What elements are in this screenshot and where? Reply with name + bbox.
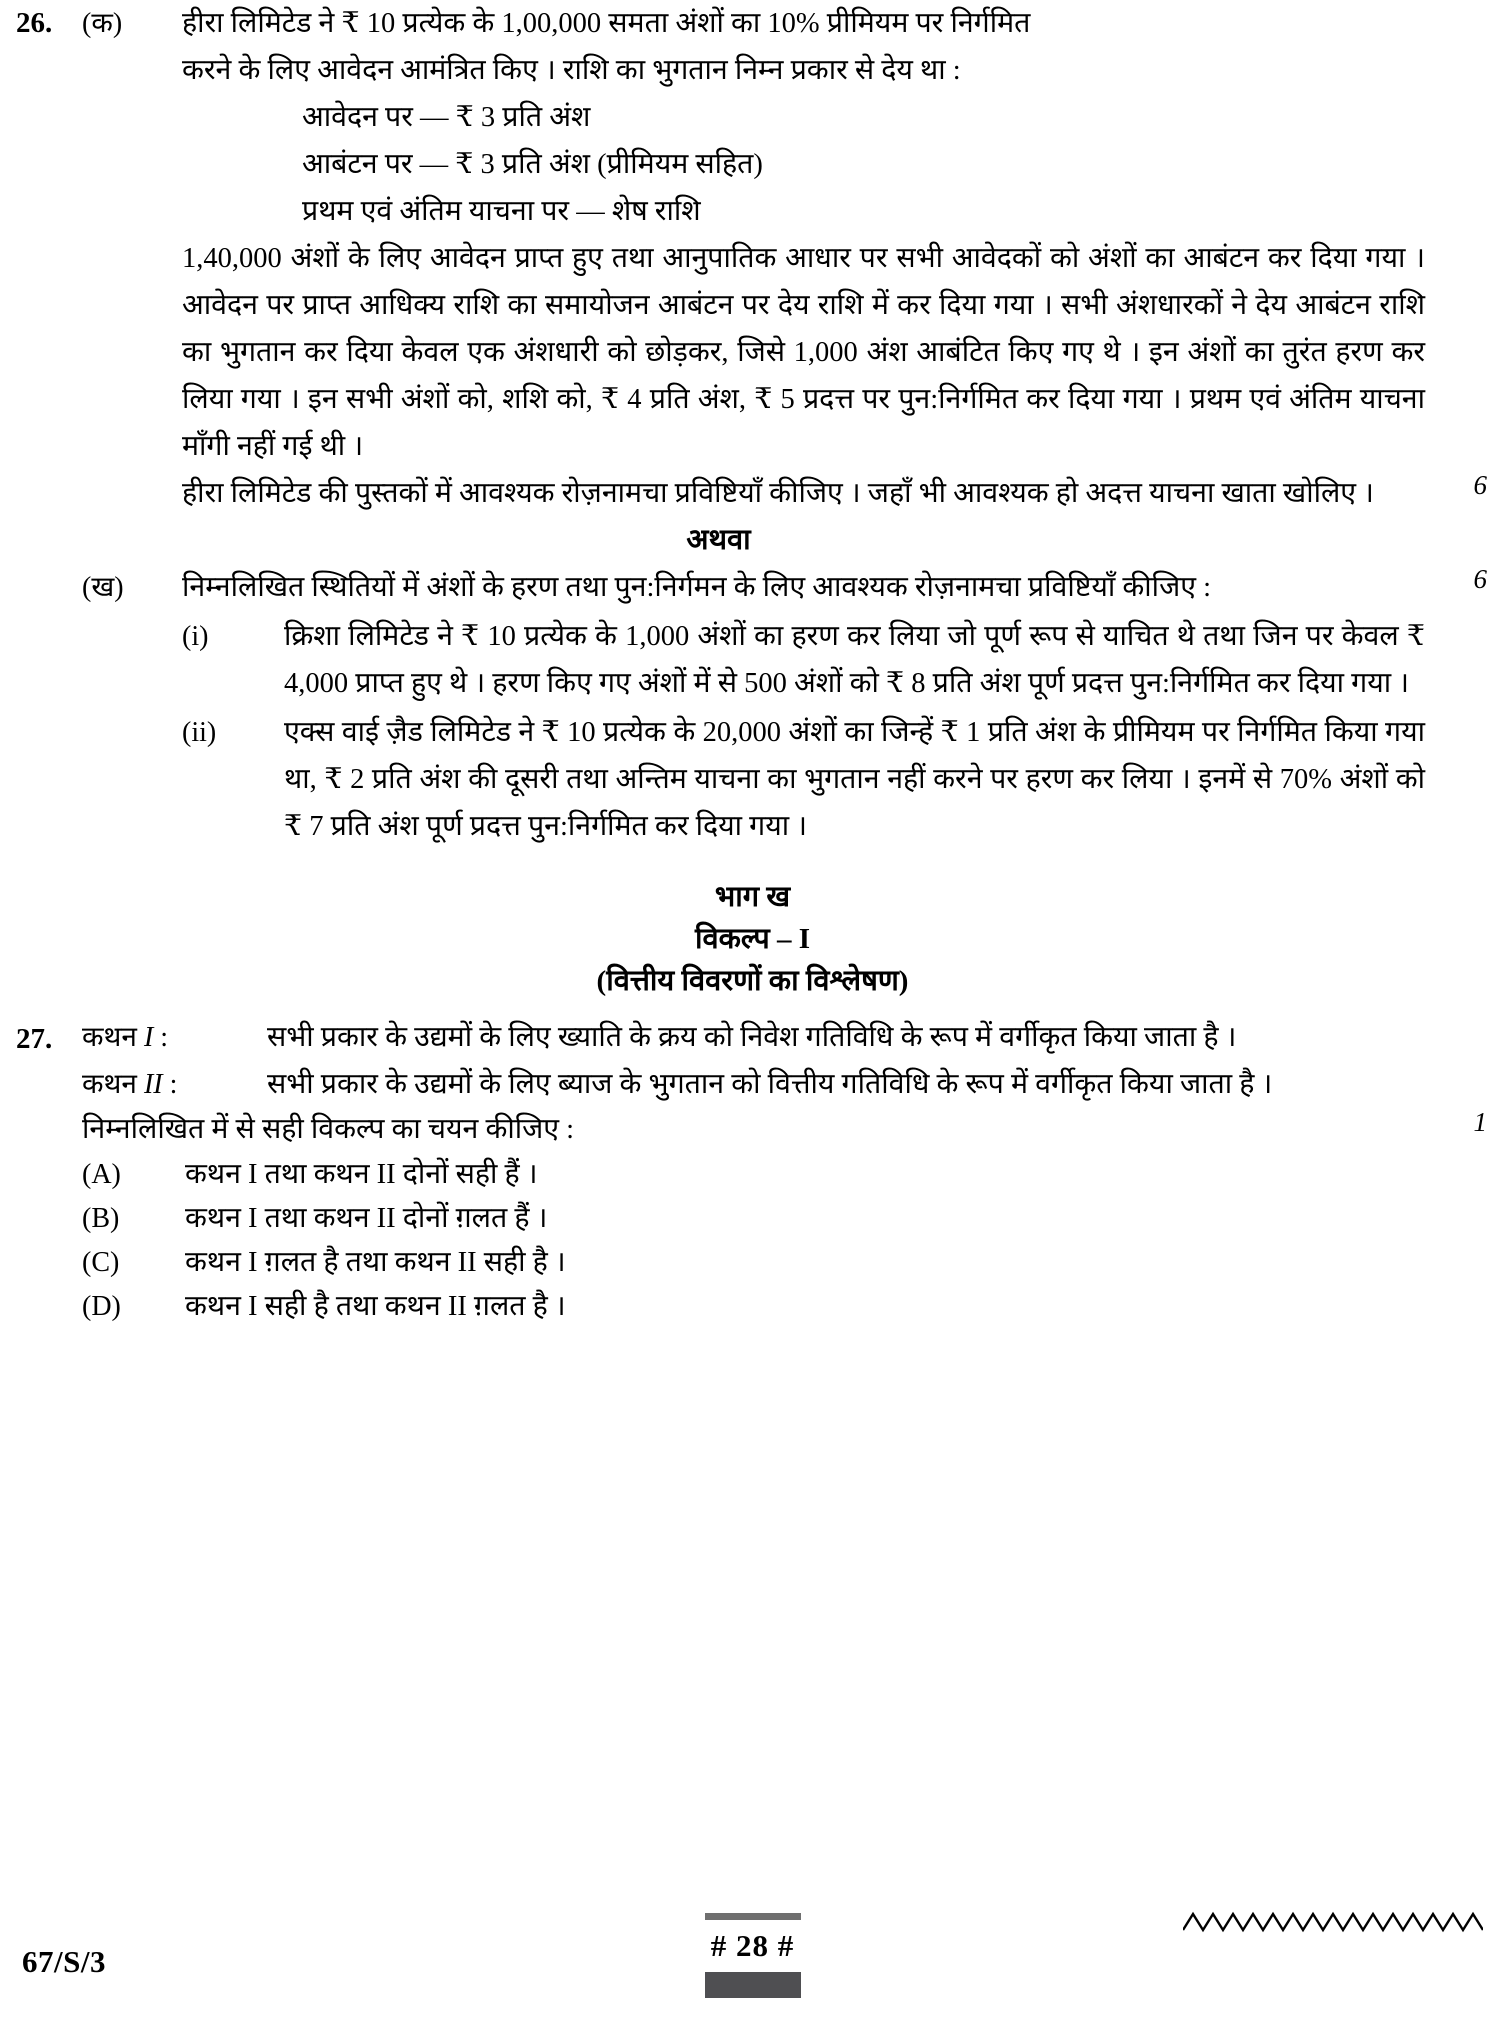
option-b-key: (B) bbox=[82, 1203, 120, 1234]
question-27-prompt-wrap bbox=[82, 1107, 1435, 1153]
option-c-text: कथन I ग़लत है तथा कथन II सही है । bbox=[185, 1247, 566, 1278]
sub-item-i bbox=[182, 613, 1425, 707]
statement-2-colon: : bbox=[162, 1069, 178, 1100]
sub-item-ii-text: एक्स वाई ज़ैड लिमिटेड ने ₹ 10 प्रत्येक के 20,000 अंशों का जिन्हें ₹ 1 प्रति अंश के प्रीमियम पर निर्गमित किया गया था, ₹ 2 प्रति अंश की दूसरी तथा अन्तिम याचना का भुगतान नहीं करने पर हरण कर लिया । इनमें से 70% अंशों को ₹ 7 प्रति अंश पूर्ण प्रदत्त पुन:निर्गमित कर दिया गया । bbox=[284, 717, 1425, 842]
statement-2-label-text: कथन bbox=[82, 1069, 144, 1100]
question-26-part-a-intro-line1: हीरा लिमिटेड ने ₹ 10 प्रत्येक के 1,00,000 समता अंशों का 10% प्रीमियम पर निर्गमित bbox=[182, 8, 1031, 39]
question-26-part-a-instruction-row bbox=[0, 470, 1505, 517]
payment-schedule-body bbox=[182, 94, 1435, 235]
question-26-sub-item-ii-row bbox=[0, 707, 1505, 850]
question-27-marks-slot bbox=[1435, 1107, 1505, 1138]
option-d-key: (D) bbox=[82, 1291, 121, 1322]
statement-1-label bbox=[82, 1016, 267, 1060]
question-26-part-a-marks: 6 bbox=[1473, 470, 1487, 500]
question-26-part-b-row bbox=[0, 564, 1505, 611]
sub-item-ii bbox=[182, 709, 1425, 850]
page-marker-bar-bottom bbox=[705, 1972, 801, 1998]
zigzag-decoration-icon bbox=[1183, 1908, 1483, 1936]
statement-1-label-text: कथन bbox=[82, 1022, 144, 1053]
question-26-sub-item-i-row bbox=[0, 611, 1505, 707]
question-27-choose-prompt: निम्नलिखित में से सही विकल्प का चयन कीजिए : bbox=[82, 1114, 575, 1145]
option-d[interactable] bbox=[82, 1285, 1425, 1329]
sub-item-i-key: (i) bbox=[182, 621, 209, 652]
sub-item-i-body-wrap bbox=[182, 611, 1435, 707]
question-26-part-a-label: (क) bbox=[82, 8, 123, 39]
sub-item-i-text: क्रिशा लिमिटेड ने ₹ 10 प्रत्येक के 1,000 अंशों का हरण कर लिया जो पूर्ण रूप से याचित थे तथा जिन पर केवल ₹ 4,000 प्राप्त हुए थे । हरण किए गए अंशों में से 500 अंशों को ₹ 8 प्रति अंश पूर्ण प्रदत्त पुन:निर्गमित कर दिया गया । bbox=[284, 621, 1425, 699]
paper-code: 67/S/3 bbox=[22, 1944, 106, 1979]
question-26-part-a-line2-row bbox=[0, 47, 1505, 94]
statement-2-roman: II bbox=[143, 1069, 163, 1100]
question-27-prompt-row bbox=[0, 1107, 1505, 1153]
option-b[interactable] bbox=[82, 1197, 1425, 1241]
page-marker: # 28 # bbox=[710, 1928, 795, 1963]
statement-1-roman: I bbox=[143, 1022, 154, 1053]
question-26-part-a-body-row bbox=[0, 235, 1505, 470]
statement-2 bbox=[82, 1063, 1425, 1107]
or-divider-body bbox=[182, 517, 1435, 564]
page-footer bbox=[0, 1888, 1505, 2008]
question-27-options-wrap bbox=[82, 1153, 1435, 1329]
question-27-number: 27. bbox=[16, 1023, 53, 1055]
statement-1-colon: : bbox=[153, 1022, 169, 1053]
statement-1 bbox=[82, 1016, 1425, 1060]
question-26-part-a-line1-row bbox=[0, 0, 1505, 47]
question-26-part-b-marks: 6 bbox=[1473, 564, 1487, 594]
section-heading-part: भाग ख bbox=[714, 881, 791, 913]
schedule-item-application: आवेदन पर — ₹ 3 प्रति अंश bbox=[302, 102, 591, 133]
statement-1-text: सभी प्रकार के उद्यमों के लिए ख्याति के क्रय को निवेश गतिविधि के रूप में वर्गीकृत किया जाता है । bbox=[267, 1022, 1237, 1053]
spacer-before-section-heading bbox=[0, 850, 1505, 876]
option-a-text: कथन I तथा कथन II दोनों सही हैं । bbox=[185, 1159, 538, 1190]
option-a-key: (A) bbox=[82, 1159, 121, 1190]
section-heading bbox=[0, 876, 1505, 1002]
schedule-item-allotment: आबंटन पर — ₹ 3 प्रति अंश (प्रीमियम सहित) bbox=[302, 149, 763, 180]
question-26-part-a-intro-line2: करने के लिए आवेदन आमंत्रित किए । राशि का भुगतान निम्न प्रकार से देय था : bbox=[182, 55, 961, 86]
or-label: अथवा bbox=[686, 524, 751, 556]
question-26-part-a-body: 1,40,000 अंशों के लिए आवेदन प्राप्त हुए तथा आनुपातिक आधार पर सभी आवेदकों को अंशों का आबंटन कर दिया गया । आवेदन पर प्राप्त आधिक्य राशि का समायोजन आबंटन पर देय राशि में कर दिया गया । सभी अंशधारकों ने देय आबंटन राशि का भुगतान कर दिया केवल एक अंशधारी को छोड़कर, जिसे 1,000 अंश आबंटित किए गए थे । इन अंशों का तुरंत हरण कर लिया गया । इन सभी अंशों को, शशि को, ₹ 4 प्रति अंश, ₹ 5 प्रदत्त पर पुन:निर्गमित कर दिया गया । प्रथम एवं अंतिम याचना माँगी नहीं गई थी । bbox=[182, 243, 1425, 462]
section-heading-option bbox=[0, 918, 1505, 960]
option-a[interactable] bbox=[82, 1153, 1425, 1197]
statement-2-label bbox=[82, 1063, 267, 1107]
question-27-statement-1-wrap bbox=[82, 1016, 1435, 1060]
section-heading-subtitle: (वित्तीय विवरणों का विश्लेषण) bbox=[596, 965, 909, 997]
or-divider-row bbox=[0, 517, 1505, 564]
question-26-part-b-label: (ख) bbox=[82, 572, 124, 603]
option-d-text: कथन I सही है तथा कथन II ग़लत है । bbox=[185, 1291, 566, 1322]
payment-schedule-list bbox=[302, 94, 1425, 235]
option-b-text: कथन I तथा कथन II दोनों ग़लत हैं । bbox=[185, 1203, 548, 1234]
payment-schedule-row bbox=[0, 94, 1505, 235]
sub-item-ii-key: (ii) bbox=[182, 717, 217, 748]
question-27-marks: 1 bbox=[1473, 1107, 1487, 1137]
statement-2-text: सभी प्रकार के उद्यमों के लिए ब्याज के भुगतान को वित्तीय गतिविधि के रूप में वर्गीकृत किया जाता है । bbox=[267, 1069, 1273, 1100]
question-27-statement-1-row bbox=[0, 1016, 1505, 1063]
question-27-options-row bbox=[0, 1153, 1505, 1329]
sub-item-ii-body-wrap bbox=[182, 707, 1435, 850]
option-c-key: (C) bbox=[82, 1247, 120, 1278]
page-marker-bar-top bbox=[705, 1913, 801, 1920]
question-27-statement-2-row bbox=[0, 1063, 1505, 1107]
schedule-item-final-call: प्रथम एवं अंतिम याचना पर — शेष राशि bbox=[302, 196, 701, 227]
spacer-after-section-heading bbox=[0, 1002, 1505, 1016]
section-heading-option-prefix: विकल्प – bbox=[694, 923, 799, 955]
section-heading-option-roman: I bbox=[798, 923, 811, 955]
question-26-part-b-marks-slot bbox=[1435, 564, 1505, 595]
question-26-part-a-instruction: हीरा लिमिटेड की पुस्तकों में आवश्यक रोज़नामचा प्रविष्टियाँ कीजिए । जहाँ भी आवश्यक हो अदत्त याचना खाता खोलिए । bbox=[182, 478, 1374, 509]
question-27-statement-2-wrap bbox=[82, 1063, 1435, 1107]
option-c[interactable] bbox=[82, 1241, 1425, 1285]
question-26-number: 26. bbox=[16, 7, 53, 39]
question-26-part-b-intro: निम्नलिखित स्थितियों में अंशों के हरण तथा पुन:निर्गमन के लिए आवश्यक रोज़नामचा प्रविष्टियाँ कीजिए : bbox=[182, 572, 1212, 603]
question-27 bbox=[0, 1016, 1505, 1329]
